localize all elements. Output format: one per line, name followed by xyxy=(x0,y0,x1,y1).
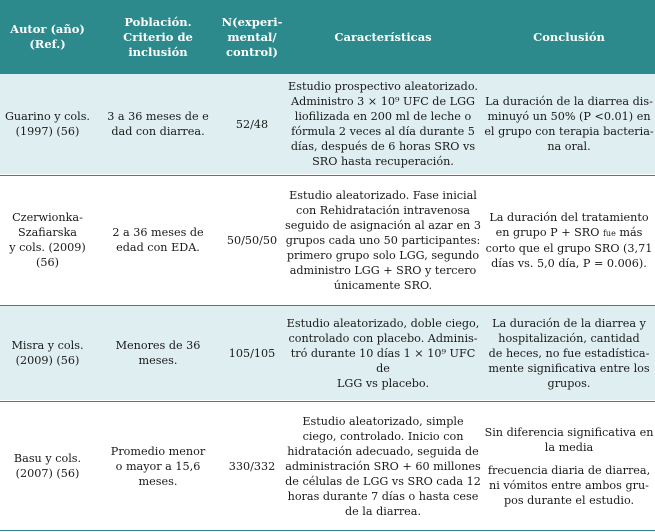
header-population: Población. Criterio de inclusión xyxy=(123,14,193,59)
conclusion-paragraph-1: Sin diferencia significativa en la media xyxy=(484,425,654,454)
cell-population: 2 a 36 meses de edad con EDA. xyxy=(112,226,204,254)
table-row xyxy=(0,402,655,530)
cell-characteristics: Estudio aleatorizado, simple ciego, controlado. Inicio con hidratación adecuado, seguida de administración SRO + 60 millones de células de LGG vs SRO cada 12 horas durante 7 días o hasta cese de la diarrea. xyxy=(285,414,481,518)
cell-n: 105/105 xyxy=(228,346,276,360)
table-row xyxy=(0,74,655,174)
conclusion-text-a: La duración del tratamiento en grupo P + SRO xyxy=(489,210,649,239)
cell-author: Misra y cols. (2009) (56) xyxy=(11,339,84,367)
header-conclusion: Conclusión xyxy=(533,29,605,44)
cell-characteristics: Estudio aleatorizado, doble ciego, controlado con placebo. Adminis- tró durante 10 días 1 × 10⁹ UFC de LGG vs placebo. xyxy=(286,316,480,390)
cell-conclusion: La duración de la diarrea dis- minuyó un 50% (P <0.01) en el grupo con terapia bacteria- na oral. xyxy=(484,95,654,153)
header-n: N(experi- mental/ control) xyxy=(221,14,283,59)
cell-characteristics: Estudio prospectivo aleatorizado. Administro 3 × 10⁹ UFC de LGG liofilizada en 200 ml de leche o fórmula 2 veces al día durante 5 días, después de 6 horas SRO vs SRO hasta recuperación. xyxy=(288,80,478,168)
table-header xyxy=(0,0,655,74)
conclusion-paragraph-2: frecuencia diaria de diarrea, ni vómitos entre ambos gru- pos durante el estudio. xyxy=(487,463,651,507)
cell-population: 3 a 36 meses de e dad con diarrea. xyxy=(107,110,209,138)
conclusion-small-text: fue xyxy=(602,228,616,238)
conclusion-text-b: más corto que el grupo SRO (3,71 días vs. 5,0 día, P = 0.006). xyxy=(485,225,653,270)
table-row xyxy=(0,176,655,304)
cell-conclusion: La duración de la diarrea y hospitalización, cantidad de heces, no fue estadística- mente significativa entre los grupos. xyxy=(488,316,650,390)
cell-conclusion xyxy=(483,176,655,304)
cell-population: Menores de 36 meses. xyxy=(115,339,201,367)
cell-n: 52/48 xyxy=(235,117,269,131)
cell-conclusion xyxy=(483,402,655,530)
cell-author: Czerwionka- Szafiarska y cols. (2009) (56) xyxy=(9,211,86,269)
header-characteristics: Características xyxy=(334,29,432,44)
cell-population: Promedio menor o mayor a 15,6 meses. xyxy=(110,444,206,488)
table-row xyxy=(0,306,655,400)
cell-n: 330/332 xyxy=(228,459,276,473)
cell-author: Guarino y cols. (1997) (56) xyxy=(5,110,90,138)
cell-n: 50/50/50 xyxy=(226,233,278,247)
row-divider xyxy=(0,530,655,531)
cell-author: Basu y cols. (2007) (56) xyxy=(13,452,82,480)
header-author: Autor (año) (Ref.) xyxy=(10,22,85,51)
cell-characteristics: Estudio aleatorizado. Fase inicial con Rehidratación intravenosa seguido de asignación al azar en 3 grupos cada uno 50 participantes: primero grupo solo LGG, segundo administro LGG + SRO y tercero únicamente SRO. xyxy=(285,188,481,292)
